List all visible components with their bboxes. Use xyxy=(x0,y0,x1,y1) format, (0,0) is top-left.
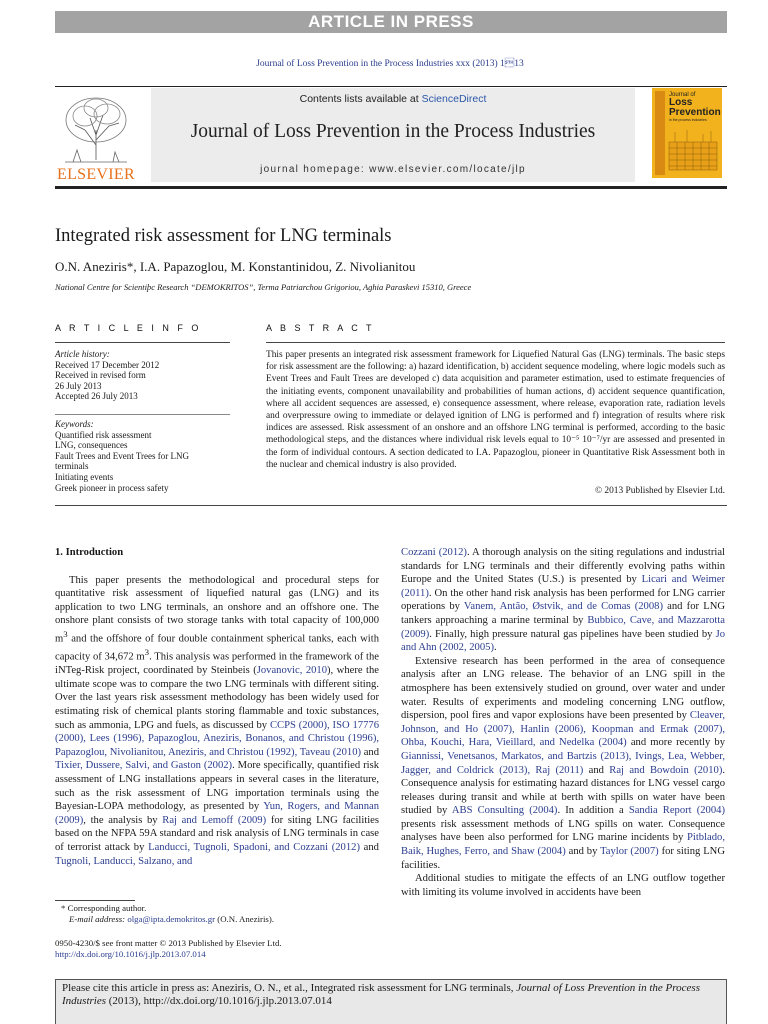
text: for siting LNG facilities based on the NFPA 59A standard and risk analysis of LNG terminals in case of terrorist attack by xyxy=(55,814,379,853)
intro-paragraph-3: Additional studies to mitigate the effects of an LNG outflow together with limiting its volume involved in accidents have been xyxy=(401,873,725,898)
email-line xyxy=(55,914,385,925)
email-label: E-mail address: xyxy=(69,914,128,924)
cite-text: Please cite this article in press as: Aneziris, O. N., et al., Integrated risk assessment for LNG terminals, xyxy=(62,982,517,994)
cite-journal: Journal of Loss Prevention in the Process Industries xyxy=(62,982,700,1007)
contents-prefix: Contents lists available at xyxy=(299,93,422,105)
article-history xyxy=(55,349,230,402)
text: . Consequence analysis for estimating hazard distances for LNG vessel cargo releases during transit and while at berth with spills on water have been studied by xyxy=(401,764,726,817)
abstract-copyright: © 2013 Published by Elsevier Ltd. xyxy=(594,486,725,496)
keyword-item: Fault Trees and Event Trees for LNG xyxy=(55,450,189,461)
article-in-press-banner: ARTICLE IN PRESS xyxy=(55,11,727,33)
cite-doi[interactable]: (2013), http://dx.doi.org/10.1016/j.jlp.2013.07.014 xyxy=(106,995,332,1007)
text: . On the other hand risk analysis has been performed for LNG carrier operations by xyxy=(401,587,725,613)
keyword-item: Initiating events xyxy=(55,471,114,482)
email-suffix: (O.N. Aneziris). xyxy=(215,914,274,924)
ref-link[interactable]: Jo and Ahn (2002, 2005) xyxy=(401,628,725,654)
issn-line: 0950-4230/$ see front matter © 2013 Published by Elsevier Ltd. xyxy=(55,938,282,948)
history-item: Received 17 December 2012 xyxy=(55,359,160,370)
footnote-rule xyxy=(55,900,135,901)
elsevier-wordmark: ELSEVIER xyxy=(57,166,135,183)
text: . Finally, high pressure natural gas pipelines have been studied by xyxy=(429,628,716,640)
history-item: 26 July 2013 xyxy=(55,380,102,391)
cover-side-strip xyxy=(655,91,665,175)
history-item: Received in revised form xyxy=(55,370,146,381)
keyword-item: terminals xyxy=(55,461,89,472)
cover-big-title-1: Loss xyxy=(669,97,693,108)
article-title: Integrated risk assessment for LNG terminals xyxy=(55,226,392,246)
section-heading-introduction: 1. Introduction xyxy=(55,547,124,558)
ref-link[interactable]: Yun, Rogers, and Mannan (2009) xyxy=(55,801,379,826)
body-right-column xyxy=(401,546,725,899)
journal-homepage-link[interactable]: journal homepage: www.elsevier.com/locate/jlp xyxy=(260,164,526,175)
text: . A thorough analysis on the siting regulations and industrial standards for LNG terminals and their differently evolving paths within Europe and the United States (U.S.) is presented by xyxy=(401,547,725,586)
ref-link[interactable]: Landucci, Tugnoli, Spadoni, and Cozzani (2012) xyxy=(148,841,360,853)
cover-small-title: Journal of xyxy=(669,92,696,98)
abstract-text: This paper presents an integrated risk assessment framework for Liquefied Natural Gas (LNG) terminals. The basic steps for risk assessment are the following: a) hazard identification, b) accident sequence modeling, where logic models such as Event Trees and Fault Trees are developed c) data acquisition and parameter estimation, used to estimate frequencies of the initiating events, component unavailability and probabilities of human actions, d) accident sequence quantification, where all accident sequences are assessed, e) consequence assessment, where release, evaporation rate, radiation levels and overpressure owing to immediate or delayed ignition of LNG is performed and f) integration of results where risk indices are assessed. Risk assessment of an onshore and an offshore LNG terminal is performed, according to the basic methodological steps, and the distances where individual risk levels equal to 10⁻⁵ 10⁻⁷/yr are assessed and presented in the form of individual contours. A section dedicated to I.A. Papazoglou, pioneer in Quantitative Risk Assessment both in the nuclear and chemical industry is also provided. xyxy=(266,350,725,470)
history-label: Article history: xyxy=(55,349,110,359)
text: and for LNG tankers approaching a marine terminal by xyxy=(401,601,725,626)
keywords-list xyxy=(55,419,230,493)
intro-paragraph-2 xyxy=(401,655,725,873)
email-link[interactable]: olga@ipta.demokritos.gr xyxy=(127,914,216,924)
text: and by xyxy=(565,846,601,858)
ref-link[interactable]: CCPS (2000), ISO 17776 (2000), Lees (1996), Papazoglou, Aneziris, Bonanos, and Christou (1996), Papazoglou, Nivolianitou, Aneziris, and Christou (1992), Taveau (2010) xyxy=(55,719,379,758)
cover-big-title-2: Prevention xyxy=(669,107,721,118)
header-rule-top xyxy=(55,86,727,87)
ref-link[interactable]: Giannissi, Venetsanos, Markatos, and Bartzis (2013), Ivings, Lea, Webber, Jagger, and Coldrick (2013), Raj (2011) xyxy=(401,750,725,776)
intro-paragraph-continued xyxy=(401,546,725,655)
issn-doi-block xyxy=(55,938,385,960)
cite-this-article-box xyxy=(55,979,727,1024)
ref-link[interactable]: Cleaver, Johnson, and Ho (2007), Hanlin (2006), Koopman and Ermak (2007), Ohba, Kouchi, Hara, Vieillard, and Nedelka (2004) xyxy=(401,710,725,749)
doi-link[interactable]: http://dx.doi.org/10.1016/j.jlp.2013.07.014 xyxy=(55,949,206,959)
ref-link[interactable]: Licari and Weimer (2011) xyxy=(401,574,725,599)
front-matter-rule xyxy=(55,505,727,506)
keyword-item: LNG, consequences xyxy=(55,440,128,451)
text: . This analysis was performed in the framework of the iNTeg-Risk project, coordinated by Steinbeis ( xyxy=(55,651,379,677)
keyword-item: Greek pioneer in process safety xyxy=(55,482,169,493)
corresponding-author-note xyxy=(55,903,385,925)
cover-industrial-graphic xyxy=(667,128,719,172)
history-item: Accepted 26 July 2013 xyxy=(55,391,138,402)
keyword-item: Quantified risk assessment xyxy=(55,429,152,440)
ref-link[interactable]: Bubbico, Cave, and Mazzarotta (2009) xyxy=(401,614,725,640)
text: presents risk assessment methods of LNG spills on water. Consequence analyses have been also performed for LNG marine incidents by xyxy=(401,818,725,844)
contents-lists-line xyxy=(151,93,635,105)
text: . More specifically, quantified risk assessment of LNG installations appears in several cases in the literature, such as the risk assessment of LNG importation terminals using the Bayesian-LOPA methodology, as presented by xyxy=(55,760,379,813)
intro-paragraph-1: This paper presents the methodological and procedural steps for quantitative risk assessment of liquefied natural gas (LNG) and its application to two LNG terminals, an onshore and an offshore one. The onshore plant consists of two storage tanks with total capacity of 100,000 $m^3$ and the offshore of four double containment spherical tanks, each with capacity of 34,672 $m^3$. This analysis was performed in the framework of the iNTeg-Risk project, coordinated by Steinbeis (Jovanovic, 2010), where the ultimate scope was to compare the two LNG terminals with different siting. Over the last years risk assessment methodology has been widely used for estimating risk of chemical plants storing flammable and toxic substances, such as ammonia, LPG and fuels, as discussed by CCPS (2000), ISO 17776 (2000), Lees (1996), Papazoglou, Aneziris, Bonanos, and Christou (1996), Papazoglou, Nivolianitou, Aneziris, and Christou (1992), Taveau (2010) and Tixier, Dussere, Salvi, and Gaston (2002). More specifically, quantified risk assessment of LNG installations appears in several cases in the literature, such as the risk assessment of LNG importation terminals using the Bayesian-LOPA methodology, as presented by Yun, Rogers, and Mannan (2009), the analysis by Raj and Lemoff (2009) for siting LNG facilities based on the NFPA 59A standard and risk analysis of LNG terminals in case of terrorist attack by Landucci, Tugnoli, Spadoni, and Cozzani (2012) and Tugnoli, Landucci, Salzano, and xyxy=(55,574,379,867)
journal-name: Journal of Loss Prevention in the Process Industries xyxy=(190,121,596,142)
ref-link[interactable]: Cozzani (2012) xyxy=(401,547,467,558)
article-info-rule xyxy=(55,342,230,343)
text: . xyxy=(493,642,497,654)
journal-citation-top[interactable]: Journal of Loss Prevention in the Process Industries xxx (2013) 113 xyxy=(256,59,524,69)
journal-masthead xyxy=(151,88,635,182)
article-authors: O.N. Aneziris*, I.A. Papazoglou, M. Konstantinidou, Z. Nivolianitou xyxy=(55,259,416,274)
cover-subtitle: in the process industries xyxy=(669,118,707,122)
text: and xyxy=(583,764,610,776)
ref-link[interactable]: Taylor (2007) xyxy=(600,846,659,858)
author-affiliation: National Centre for Scientiþc Research “DEMOKRITOS”, Terma Patriarchou Grigoriou, Aghia Paraskevi 15310, Greece xyxy=(55,282,472,292)
text: for siting LNG facilities. xyxy=(401,846,725,871)
cover-big-title xyxy=(669,98,721,118)
abstract-heading: A B S T R A C T xyxy=(266,323,375,333)
text: and xyxy=(359,841,379,853)
ref-link[interactable]: Pitblado, Baik, Hughes, Ferro, and Shaw (2004) xyxy=(401,832,725,858)
text: ), where the ultimate scope was to compare the two LNG terminals with different siting. Over the last years risk assessment methodology has been widely used for estimating risk of chemical plants storing flammable and toxic substances, such as ammonia, LPG and fuels, as discussed by xyxy=(55,665,379,731)
text: , the analysis by xyxy=(83,814,163,826)
article-info-heading: A R T I C L E I N F O xyxy=(55,323,202,333)
ref-link[interactable]: Vanem, Antão, Østvik, and de Comas (2008) xyxy=(463,601,663,613)
abstract-rule xyxy=(266,342,725,343)
header-rule-bottom xyxy=(55,186,727,189)
ref-link[interactable]: ABS Consulting (2004) xyxy=(451,805,558,817)
ref-link[interactable]: Jovanovic, 2010 xyxy=(256,665,328,677)
ref-link[interactable]: Tugnoli, Landucci, Salzano, and xyxy=(55,855,193,867)
text: . In addition a xyxy=(557,805,629,817)
ref-link[interactable]: Raj and Bowdoin (2010) xyxy=(609,764,723,776)
text: This paper presents the methodological and procedural steps for quantitative risk assessment of liquefied natural gas (LNG) and its application to two LNG terminals, an onshore and an offshore one. The onshore plant consists of two storage tanks with total capacity of 100,000 m xyxy=(55,574,379,645)
journal-cover-thumbnail xyxy=(652,88,722,178)
keywords-label: Keywords: xyxy=(55,419,94,429)
body-left-column xyxy=(55,546,379,868)
ref-link[interactable]: Sandia Report (2004) xyxy=(628,805,725,817)
sciencedirect-link[interactable]: ScienceDirect xyxy=(421,93,487,105)
text: and xyxy=(361,746,379,758)
corresponding-label: * Corresponding author. xyxy=(61,903,147,913)
text: and more recently by xyxy=(626,737,725,749)
ref-link[interactable]: Tixier, Dussere, Salvi, and Gaston (2002) xyxy=(55,760,233,772)
text: Extensive research has been performed in the area of consequence analysis after an LNG release. The behavior of an LNG spill in the atmosphere has been extensively studied on ground, over water and under water. Results of experiments and modeling concerning LNG outflow, dispersion, pool fires and vapor explosions have been presented by xyxy=(401,655,725,722)
ref-link[interactable]: Raj and Lemoff (2009) xyxy=(162,814,267,826)
article-info-divider xyxy=(55,414,230,415)
text: and the offshore of four double containment spherical tanks, each with capacity of 34,672 m xyxy=(55,633,379,663)
